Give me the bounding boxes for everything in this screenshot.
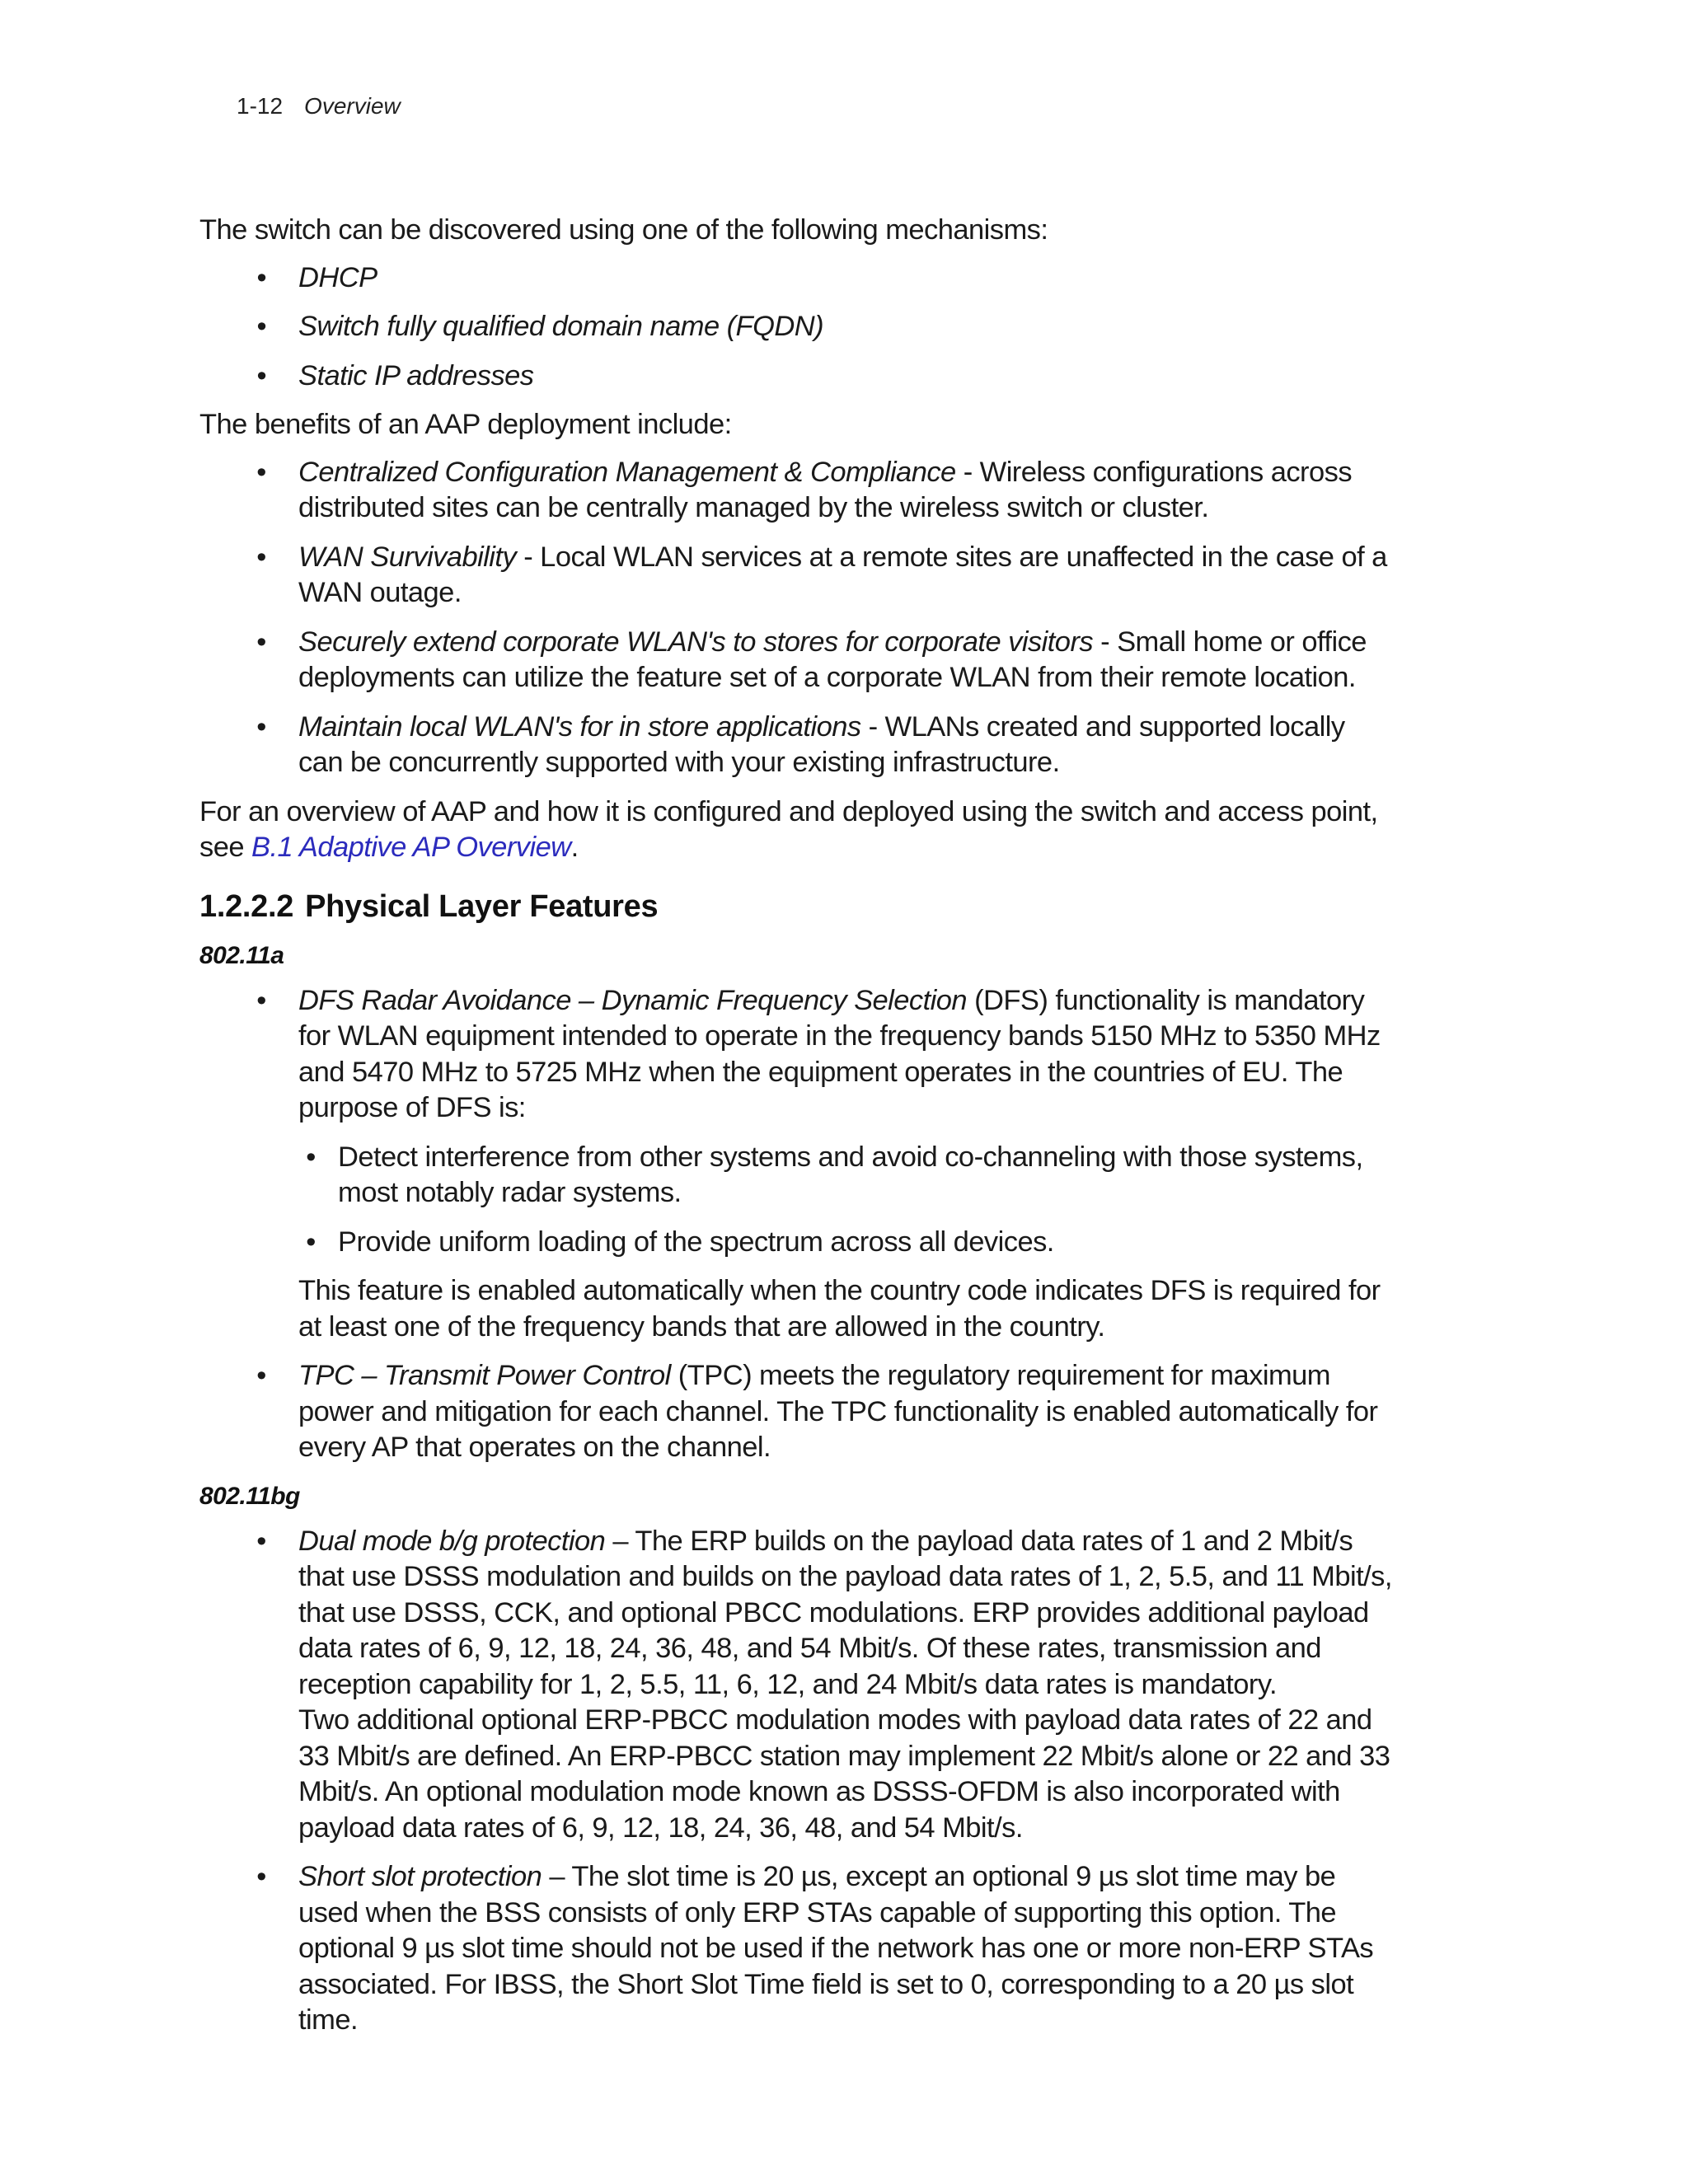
802-11bg-feature-list (199, 1524, 1395, 2039)
list-item: • Detect interference from other systems and avoid co-channeling with those systems, most notably radar systems. (298, 1140, 1395, 1212)
802-11a-feature-list (199, 983, 1395, 1466)
feature-desc: – The ERP builds on the payload data rates of 1 and 2 Mbit/s that use DSSS modulation and builds on the payload data rates of 1, 2, 5.5, and 11 Mbit/s, that use DSSS, CCK, and optional PBCC modulations. ERP provides additional payload data rates of 6, 9, 12, 18, 24, 36, 48, and 54 Mbit/s. Of these rates, transmission and reception capability for 1, 2, 5.5, 11, 6, 12, and 24 Mbit/s data rates is mandatory. (298, 1525, 1392, 1700)
overview-paragraph: For an overview of AAP and how it is configured and deployed using the switch and access point, see B.1 Adaptive AP Overview. (199, 795, 1378, 863)
benefit-term: WAN Survivability (298, 541, 517, 573)
list-item (199, 710, 1395, 781)
feature-desc: (TPC) meets the regulatory requirement for maximum power and mitigation for each channel. The TPC functionality is enabled automatically for every AP that operates on the channel. (298, 1360, 1378, 1463)
section-heading (199, 888, 1395, 926)
adaptive-ap-overview-link[interactable]: B.1 Adaptive AP Overview (251, 832, 571, 863)
benefit-desc: - Local WLAN services at a remote sites are unaffected in the case of a WAN outage. (298, 541, 1387, 608)
subheading-802-11a: 802.11a (199, 941, 284, 969)
bullet-icon: • (256, 311, 266, 342)
section-title: Physical Layer Features (305, 888, 659, 924)
feature-term: TPC – Transmit Power Control (298, 1360, 671, 1391)
running-header-section: Overview (304, 93, 401, 119)
benefit-desc: - Small home or office deployments can utilize the feature set of a corporate WLAN from their remote location. (298, 626, 1367, 693)
feature-term: DFS Radar Avoidance – Dynamic Frequency Selection (298, 984, 968, 1016)
bullet-icon: • (256, 541, 266, 573)
discovery-intro: The switch can be discovered using one of the following mechanisms: (199, 214, 1048, 246)
bullet-icon: • (256, 456, 266, 488)
benefit-desc: - WLANs created and supported locally can be concurrently supported with your existing infrastructure. (298, 710, 1345, 778)
bullet-icon: • (256, 261, 266, 293)
list-item: • Static IP addresses (199, 359, 1395, 395)
benefit-term: Maintain local WLAN's for in store applications (298, 710, 861, 743)
benefit-desc: - Wireless configurations across distributed sites can be centrally managed by the wireless switch or cluster. (298, 456, 1353, 523)
section-number: 1.2.2.2 (199, 888, 294, 924)
list-item (199, 625, 1395, 696)
list-item (199, 983, 1395, 1346)
bullet-icon: • (306, 1226, 316, 1258)
dfs-purpose-list (298, 1140, 1395, 1261)
discovery-mechanism-list (199, 260, 1395, 395)
list-item: • Switch fully qualified domain name (FQDN) (199, 309, 1395, 345)
feature-desc: – The slot time is 20 µs, except an optional 9 µs slot time may be used when the BSS consists of only ERP STAs capable of supporting this option. The optional 9 µs slot time should not be used if the network has one or more non-ERP STAs associated. For IBSS, the Short Slot Time field is set to 0, corresponding to a 20 µs slot time. (298, 1861, 1374, 2036)
bullet-icon: • (256, 710, 266, 743)
feature-desc-continued: Two additional optional ERP-PBCC modulation modes with payload data rates of 22 and 33 Mbit/s are defined. An ERP-PBCC station may implement 22 Mbit/s alone or 22 and 33 Mbit/s. An optional modulation mode known as DSSS-OFDM is also incorporated with payload data rates of 6, 9, 12, 18, 24, 36, 48, and 54 Mbit/s. (298, 1704, 1390, 1844)
list-item (199, 1524, 1395, 1847)
list-item (199, 540, 1395, 612)
list-item: • Provide uniform loading of the spectrum across all devices. (298, 1225, 1395, 1261)
running-header (237, 92, 401, 120)
feature-desc: (DFS) functionality is mandatory for WLAN equipment intended to operate in the frequency bands 5150 MHz to 5350 MHz and 5470 MHz to 5725 MHz when the equipment operates in the countries of EU. The purpose of DFS is: (298, 984, 1381, 1123)
list-item (199, 1358, 1395, 1466)
dfs-note: This feature is enabled automatically when the country code indicates DFS is required for at least one of the frequency bands that are allowed in the country. (298, 1275, 1381, 1343)
feature-term: Short slot protection (298, 1861, 542, 1892)
bullet-icon: • (256, 1360, 266, 1391)
bullet-icon: • (256, 359, 266, 391)
document-body (199, 213, 1395, 2039)
bullet-icon: • (256, 1525, 266, 1557)
benefits-list (199, 455, 1395, 781)
bullet-icon: • (256, 1861, 266, 1892)
benefit-term: Centralized Configuration Management & Compliance (298, 456, 956, 488)
bullet-icon: • (256, 984, 266, 1016)
list-item (199, 455, 1395, 527)
benefits-intro: The benefits of an AAP deployment include: (199, 409, 732, 440)
list-item (199, 1859, 1395, 2039)
page-number: 1-12 (237, 93, 284, 119)
subheading-802-11bg: 802.11bg (199, 1482, 300, 1510)
bullet-icon: • (256, 626, 266, 658)
benefit-term: Securely extend corporate WLAN's to stores for corporate visitors (298, 626, 1094, 658)
feature-term: Dual mode b/g protection (298, 1525, 606, 1557)
list-item: • DHCP (199, 260, 1395, 297)
bullet-icon: • (306, 1141, 316, 1173)
